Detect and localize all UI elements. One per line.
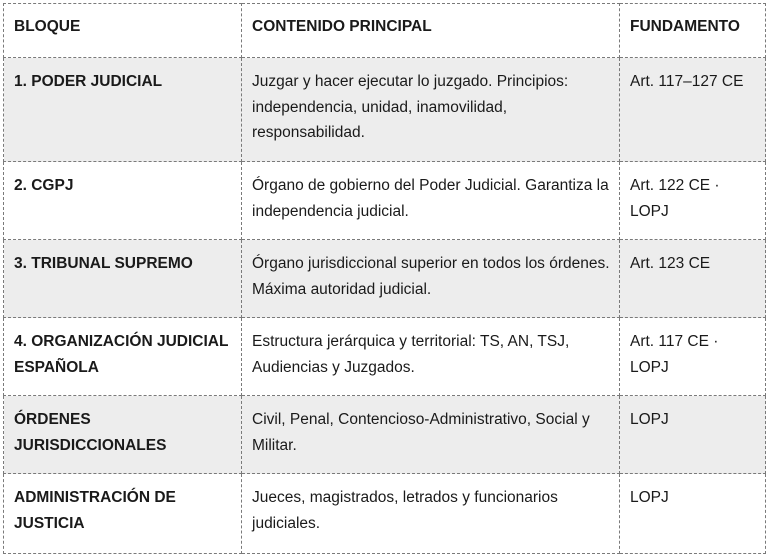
contenido-cell: Órgano jurisdiccional superior en todos los órdenes. Máxima autoridad judicial. [242,240,620,318]
table-row [4,240,766,318]
fundamento-cell: Art. 117–127 CE [620,58,766,162]
table-row [4,396,766,474]
fundamento-cell: LOPJ [620,396,766,474]
header-contenido-principal: CONTENIDO PRINCIPAL [242,4,620,58]
header-bloque: BLOQUE [4,4,242,58]
fundamento-cell: LOPJ [620,474,766,554]
table-header-row [4,4,766,58]
contenido-cell: Civil, Penal, Contencioso-Administrativo, Social y Militar. [242,396,620,474]
fundamento-cell: Art. 123 CE [620,240,766,318]
header-fundamento: FUNDAMENTO [620,4,766,58]
table-row [4,474,766,554]
bloque-cell: 3. TRIBUNAL SUPREMO [4,240,242,318]
contenido-cell: Órgano de gobierno del Poder Judicial. Garantiza la independencia judicial. [242,162,620,240]
bloque-cell: ADMINISTRACIÓN DE JUSTICIA [4,474,242,554]
judicial-summary-table [3,3,766,554]
contenido-cell: Jueces, magistrados, letrados y funcionarios judiciales. [242,474,620,554]
fundamento-cell: Art. 117 CE · LOPJ [620,318,766,396]
bloque-cell: ÓRDENES JURISDICCIONALES [4,396,242,474]
bloque-cell: 4. ORGANIZACIÓN JUDICIAL ESPAÑOLA [4,318,242,396]
table-row [4,58,766,162]
fundamento-cell: Art. 122 CE · LOPJ [620,162,766,240]
contenido-cell: Juzgar y hacer ejecutar lo juzgado. Principios: independencia, unidad, inamovilidad, responsabilidad. [242,58,620,162]
bloque-cell: 1. PODER JUDICIAL [4,58,242,162]
contenido-cell: Estructura jerárquica y territorial: TS, AN, TSJ, Audiencias y Juzgados. [242,318,620,396]
table-row [4,162,766,240]
bloque-cell: 2. CGPJ [4,162,242,240]
table-row [4,318,766,396]
